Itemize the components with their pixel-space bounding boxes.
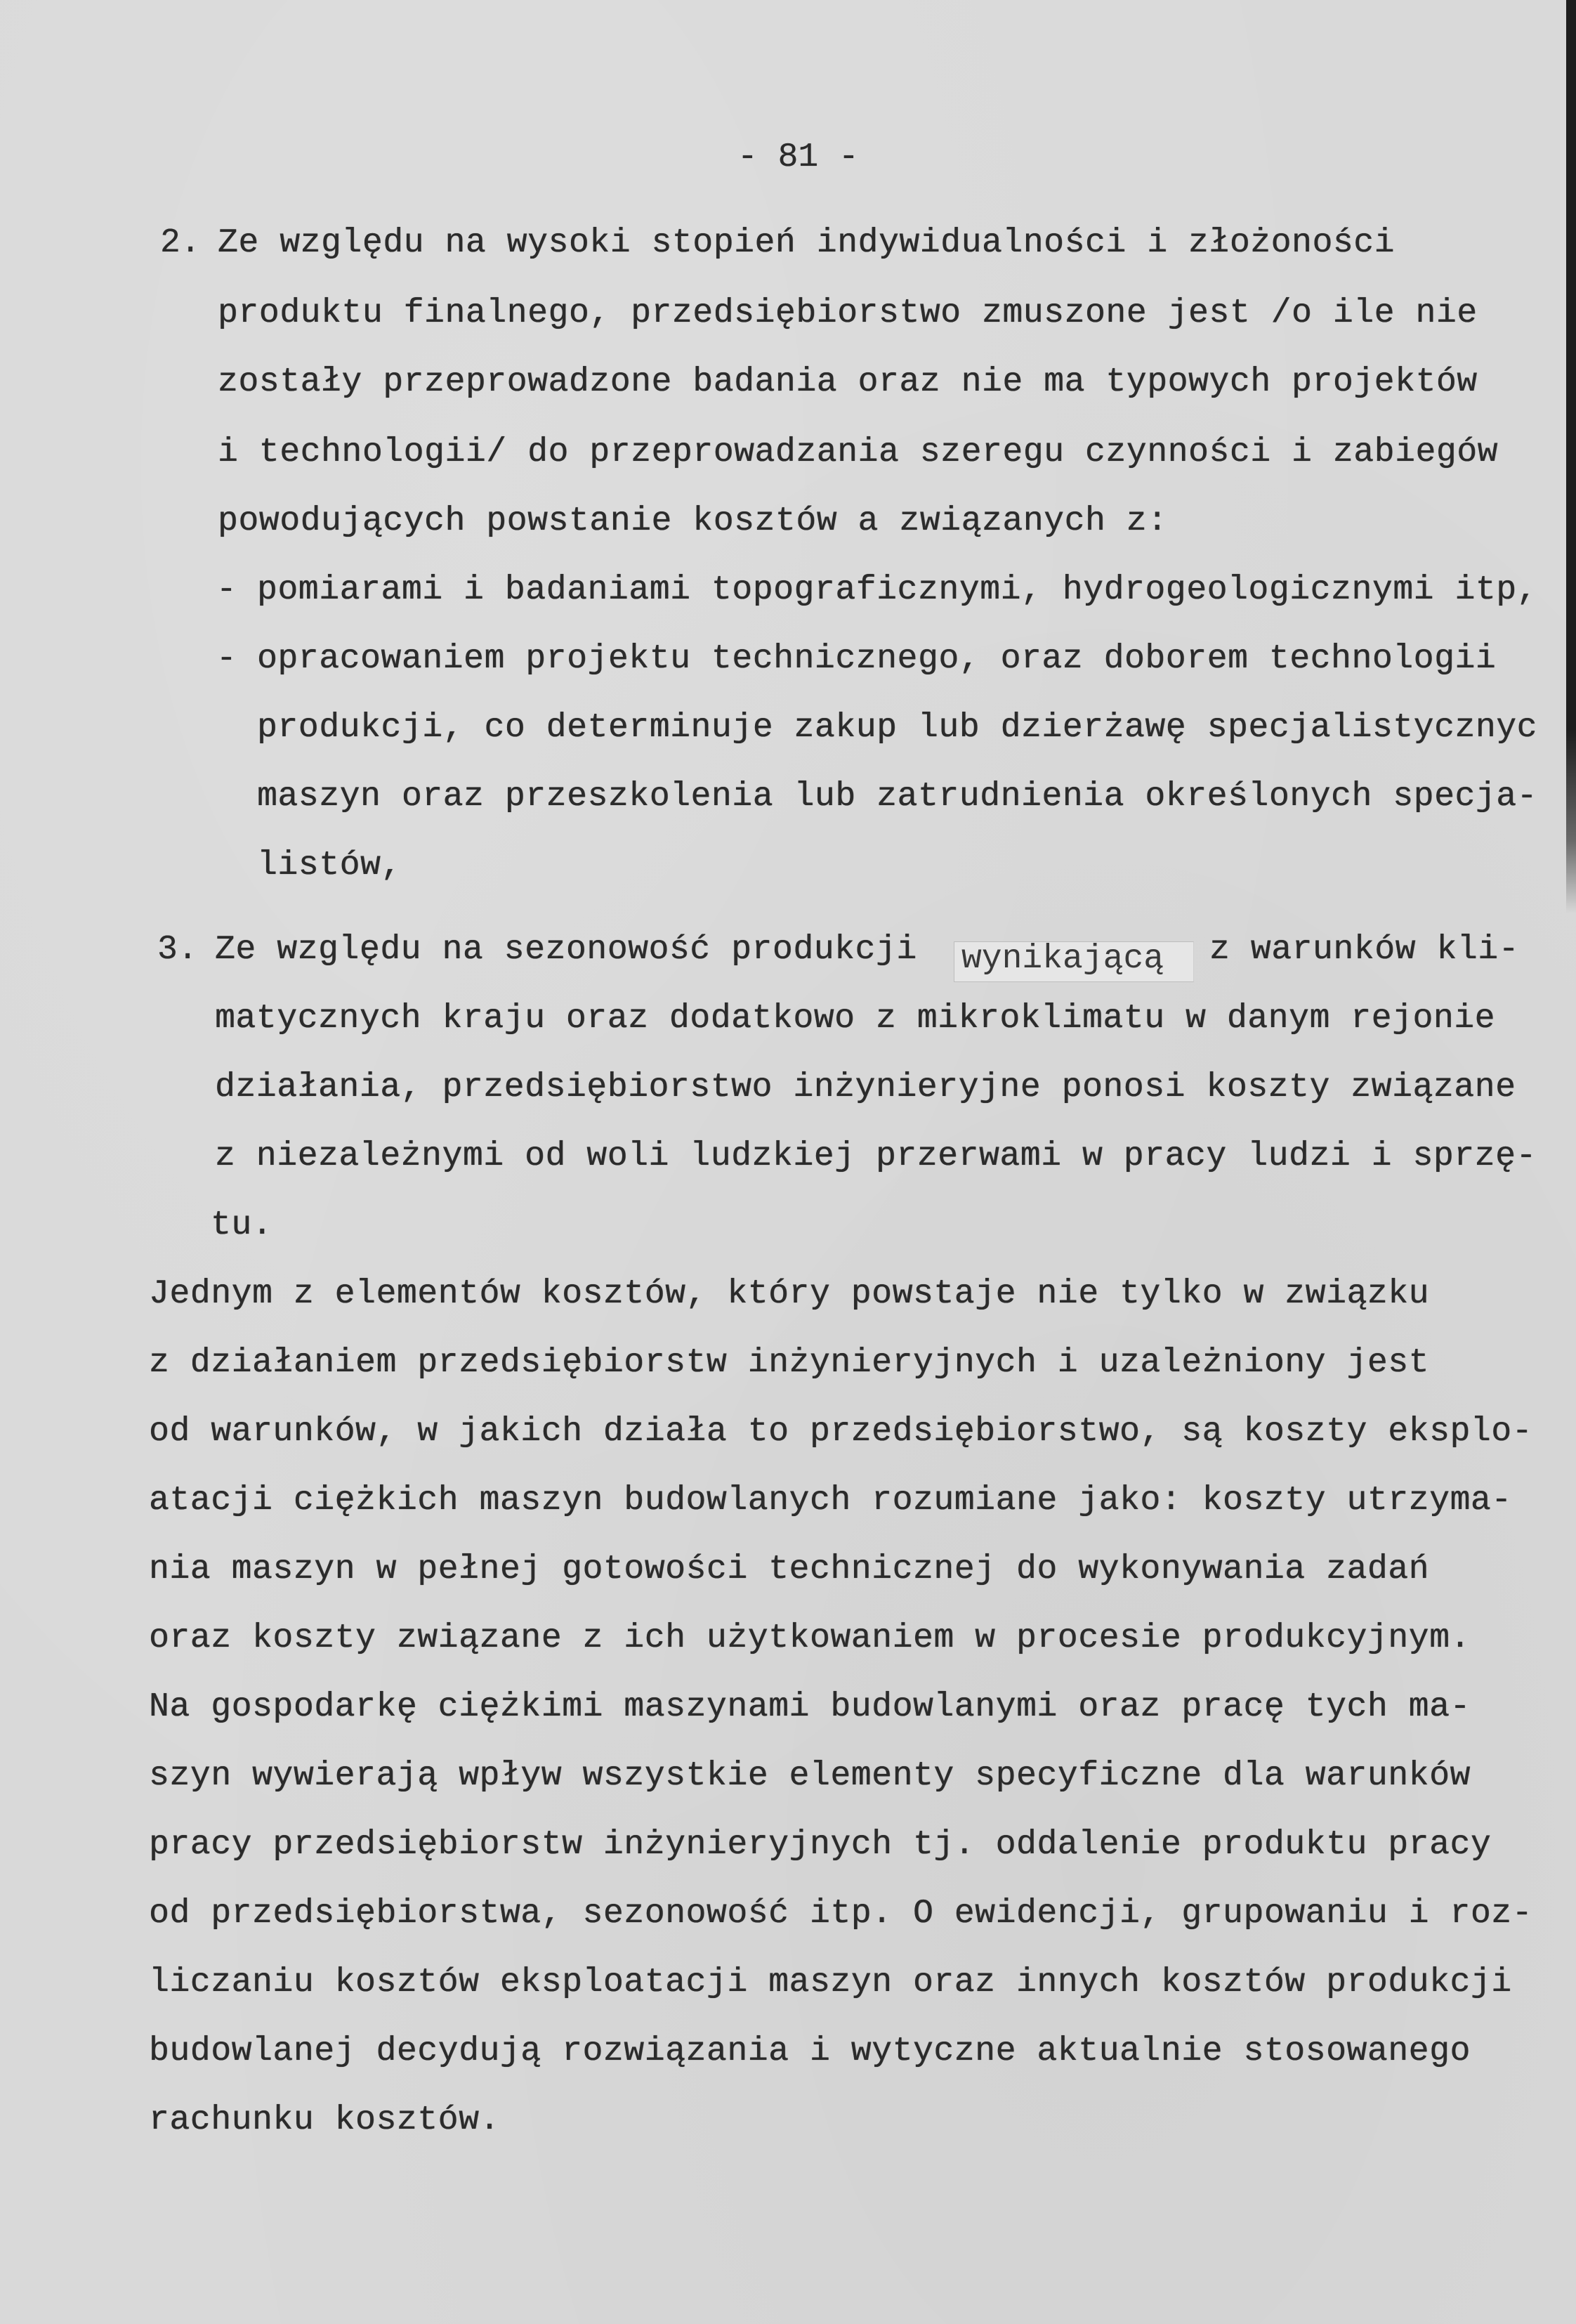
text-line: od warunków, w jakich działa to przedsiębiorstwo, są koszty eksplo- <box>149 1413 1533 1451</box>
page-number: - 81 - <box>737 138 859 176</box>
text-line: z warunków kli- <box>1209 931 1520 969</box>
text-line: oraz koszty związane z ich użytkowaniem w procesie produkcyjnym. <box>149 1619 1471 1657</box>
text-line: zostały przeprowadzone badania oraz nie ma typowych projektów <box>218 363 1478 401</box>
text-line: z działaniem przedsiębiorstw inżynieryjnych i uzależniony jest <box>149 1344 1430 1382</box>
text-line: pracy przedsiębiorstw inżynieryjnych tj. oddalenie produktu pracy <box>149 1826 1492 1864</box>
text-line: z niezależnymi od woli ludzkiej przerwami w pracy ludzi i sprzę- <box>215 1137 1537 1175</box>
text-line: Na gospodarkę ciężkimi maszynami budowlanymi oraz pracę tych ma- <box>149 1688 1471 1726</box>
text-line: rachunku kosztów. <box>149 2101 500 2139</box>
text-line: atacji ciężkich maszyn budowlanych rozumiane jako: koszty utrzyma- <box>149 1482 1512 1520</box>
text-line: od przedsiębiorstwa, sezonowość itp. O ewidencji, grupowaniu i roz- <box>149 1895 1533 1933</box>
text-line: matycznych kraju oraz dodatkowo z mikroklimatu w danym rejonie <box>215 1000 1496 1038</box>
text-line: liczaniu kosztów eksploatacji maszyn oraz innych kosztów produkcji <box>149 1964 1512 2002</box>
text-line: listów, <box>257 847 402 884</box>
bullet-dash: - <box>216 571 237 609</box>
bullet-dash: - <box>216 640 237 678</box>
text-line: tu. <box>211 1206 273 1244</box>
scan-edge-shadow <box>1566 0 1576 913</box>
text-line: Jednym z elementów kosztów, który powstaje nie tylko w związku <box>149 1275 1430 1313</box>
text-line: powodujących powstanie kosztów a związanych z: <box>218 502 1168 540</box>
text-line: produkcji, co determinuje zakup lub dzierżawę specjalistycznyc <box>257 709 1538 747</box>
text-line: maszyn oraz przeszkolenia lub zatrudnienia określonych specja- <box>257 778 1538 816</box>
text-line: budowlanej decydują rozwiązania i wytyczne aktualnie stosowanego <box>149 2032 1471 2070</box>
text-line: Ze względu na wysoki stopień indywidualności i złożoności <box>218 224 1396 262</box>
text-line: i technologii/ do przeprowadzania szeregu czynności i zabiegów <box>218 433 1499 471</box>
correction-slip <box>954 941 1194 982</box>
corrected-word: wynikającą <box>961 940 1164 978</box>
text-line: Ze względu na sezonowość produkcji <box>215 931 917 969</box>
item-number: 3. <box>157 931 198 969</box>
item-number: 2. <box>160 224 201 262</box>
text-line: produktu finalnego, przedsiębiorstwo zmuszone jest /o ile nie <box>218 294 1478 332</box>
text-line: działania, przedsiębiorstwo inżynieryjne ponosi koszty związane <box>215 1069 1516 1106</box>
text-line: szyn wywierają wpływ wszystkie elementy specyficzne dla warunków <box>149 1757 1471 1795</box>
text-line: pomiarami i badaniami topograficznymi, hydrogeologicznymi itp, <box>257 571 1538 609</box>
text-line: opracowaniem projektu technicznego, oraz doborem technologii <box>257 640 1497 678</box>
text-line: nia maszyn w pełnej gotowości technicznej do wykonywania zadań <box>149 1551 1430 1588</box>
